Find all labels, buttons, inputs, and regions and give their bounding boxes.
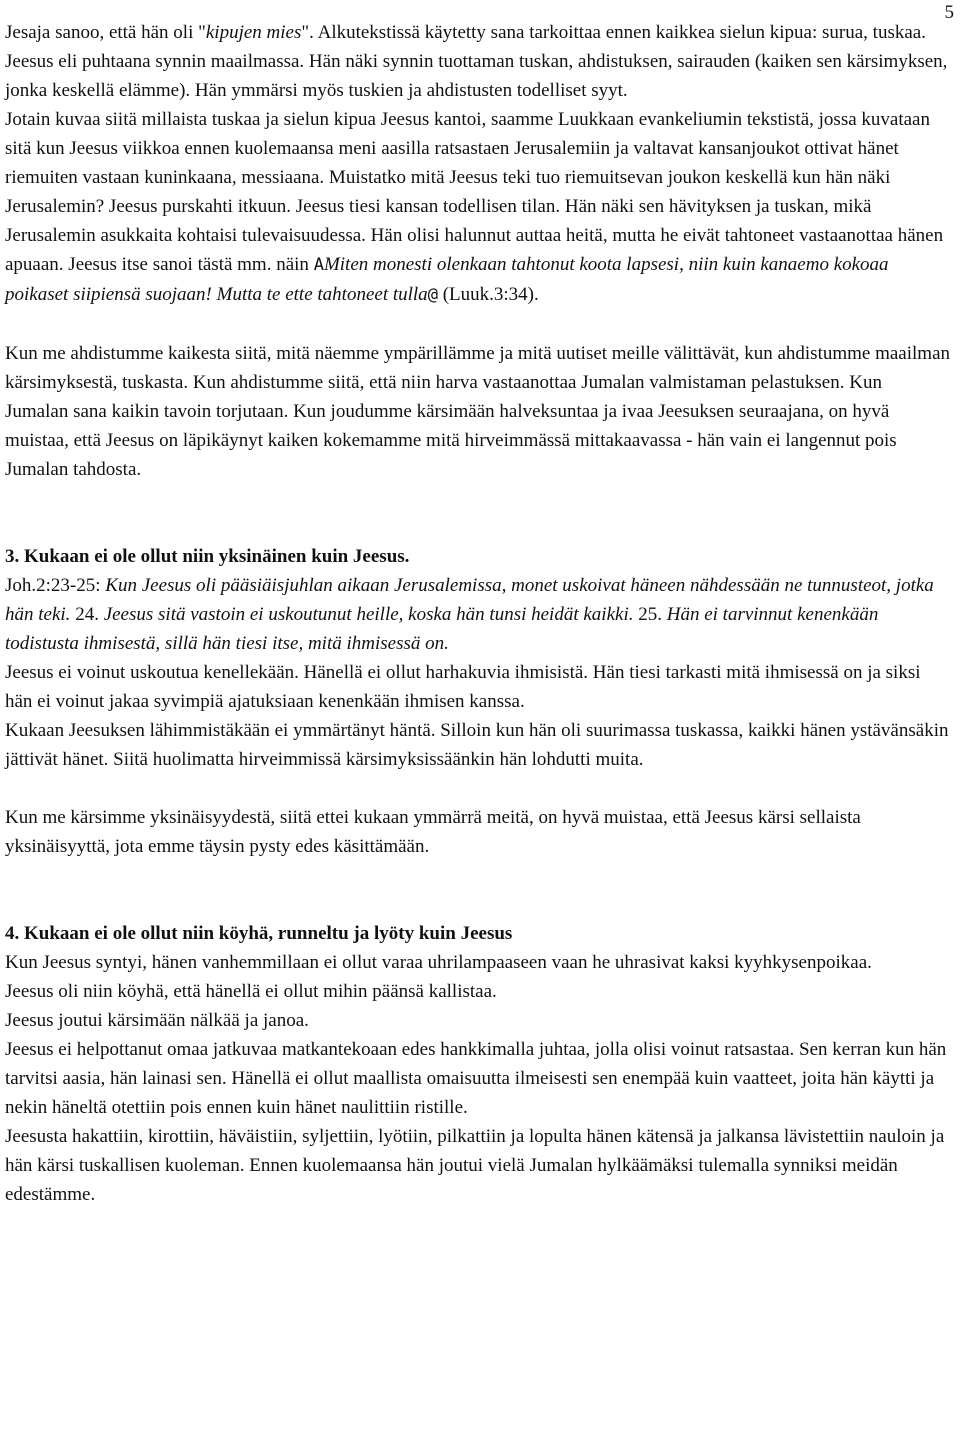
paragraph-spacer [5,310,950,339]
paragraph-lahimmat: Kukaan Jeesuksen lähimmistäkään ei ymmärtänyt häntä. Silloin kun hän oli suurimassa tuskassa, kaikki hänen ystävänsäkin jättivät hänet. Siitä huolimatta hirveimmissä kärsimyksissäänkin hän lohdutti muita. [5,720,949,770]
paragraph-jerusalem [5,105,950,310]
quote-open-glyph: A [313,255,324,275]
verse-number: 25. [633,604,667,625]
text-run: Jotain kuvaa siitä millaista tuskaa ja sielun kipua Jeesus kantoi, saamme Luukkaan evankeliumin tekstistä, jossa kuvataan sitä kun Jeesus viikkoa ennen kuolemaansa meni aasilla ratsastaen Jerusalemiin ja valtavat kansanjoukot ottivat hänet riemuiten vastaan kuninkaana, messiaana. Muistatko mitä Jeesus teki tuo riemuitsevan joukon keskellä kun hän näki Jerusalemin? Jeesus purskahti itkuun. Jeesus tiesi kansan todellisen tilan. Hän näki sen hävityksen ja tuskan, mikä Jerusalemin asukkaita kohtaisi tulevaisuudessa. Hän olisi halunnut auttaa heitä, mutta he eivät tahtoneet vastaanottaa hänen apuaan. Jeesus itse sanoi tästä mm. näin [5,109,944,275]
section-spacer [5,484,950,542]
text-run: (Luuk.3:34). [437,284,539,305]
document-body [5,18,950,1209]
paragraph-spacer [5,774,950,803]
paragraph-nalka: Jeesus joutui kärsimään nälkää ja janoa. [5,1010,309,1031]
text-run: ". Alkutekstissä käytetty sana tarkoittaa ennen kaikkea sielun kipua: surua, tuskaa. Jeesus eli puhtaana synnin maailmassa. Hän näki synnin tuottaman tuskan, ahdistuksen, sairauden (kaiken sen kärsimyksen, jonka keskellä elämme). Hän ymmärsi myös tuskien ja ahdistusten todelliset syyt. [5,22,948,101]
scripture-reference: Joh.2:23-25: [5,575,106,596]
paragraph-kipujen-mies [5,18,950,105]
paragraph-ahdistus: Kun me ahdistumme kaikesta siitä, mitä näemme ympärillämme ja mitä uutiset meille välittävät, kun ahdistumme maailman kärsimyksestä, tuskasta. Kun ahdistumme siitä, että niin harva vastaanottaa Jumalan valmistaman pelastuksen. Kun Jumalan sana kaikin tavoin torjutaan. Kun joudumme kärsimään halveksuntaa ja ivaa Jeesuksen seuraajana, on hyvä muistaa, että Jeesus on läpikäynyt kaiken kokemamme mitä hirveimmässä mittakaavassa - hän vain ei langennut pois Jumalan tahdosta. [5,343,951,480]
verse-number: 24. [70,604,104,625]
paragraph-kuolema: Jeesusta hakattiin, kirottiin, häväistiin, syljettiin, lyötiin, pilkattiin ja lopulta hänen kätensä ja jalkansa lävistettiin nauloin ja hän kärsi tuskallisen kuoleman. Ennen kuolemaansa hän joutui vielä Jumalan hylkäämäksi tulemalla synniksi meidän edestämme. [5,1126,945,1205]
scripture-verse: Jeesus sitä vastoin ei uskoutunut heille, koska hän tunsi heidät kaikki. [103,604,634,625]
scripture-verse: Kun Jeesus oli pääsiäisjuhlan aikaan Jerusalemissa, monet uskoivat häneen nähdessään ne tunnusteot, jotka hän teki. [5,575,934,625]
scripture-passage [5,571,950,658]
section-spacer [5,861,950,919]
quote-close-glyph: @ [427,285,438,305]
paragraph-yksinaisyys: Kun me kärsimme yksinäisyydestä, siitä ettei kukaan ymmärrä meitä, on hyvä muistaa, että Jeesus kärsi sellaista yksinäisyyttä, jota emme täysin pysty edes käsittämään. [5,807,861,857]
page-number: 5 [944,2,954,23]
scripture-verse: Hän ei tarvinnut kenenkään todistusta ihmisestä, sillä hän tiesi itse, mitä ihmisessä on. [5,604,879,654]
text-run: Jesaja sanoo, että hän oli " [5,22,206,43]
paragraph-koyha: Jeesus oli niin köyhä, että hänellä ei ollut mihin päänsä kallistaa. [5,981,497,1002]
italic-quote: Miten monesti olenkaan tahtonut koota lapsesi, niin kuin kanaemo kokoaa poikaset siipiensä suojaan! Mutta te ette tahtoneet tulla [5,254,889,305]
paragraph-syntyi: Kun Jeesus syntyi, hänen vanhemmillaan ei ollut varaa uhrilampaaseen vaan he uhrasivat kaksi kyyhkysenpoikaa. [5,952,872,973]
paragraph-aasi: Jeesus ei helpottanut omaa jatkuvaa matkantekoaan edes hankkimalla juhtaa, jolla olisi voinut ratsastaa. Sen kerran kun hän tarvitsi aasia, hän lainasi sen. Hänellä ei ollut maallista omaisuutta ilmeisesti sen enempää kuin vaatteet, joita hän käytti ja nekin häneltä otettiin pois ennen kuin hänet naulittiin ristille. [5,1039,947,1118]
section-heading-3: 3. Kukaan ei ole ollut niin yksinäinen kuin Jeesus. [5,546,410,567]
italic-quote: kipujen mies [205,22,302,43]
section-heading-4: 4. Kukaan ei ole ollut niin köyhä, runneltu ja lyöty kuin Jeesus [5,923,513,944]
paragraph-uskoutua: Jeesus ei voinut uskoutua kenellekään. Hänellä ei ollut harhakuvia ihmisistä. Hän tiesi tarkasti mitä ihmisessä on ja siksi hän ei voinut jakaa syvimpiä ajatuksiaan kenenkään ihmisen kanssa. [5,662,921,712]
